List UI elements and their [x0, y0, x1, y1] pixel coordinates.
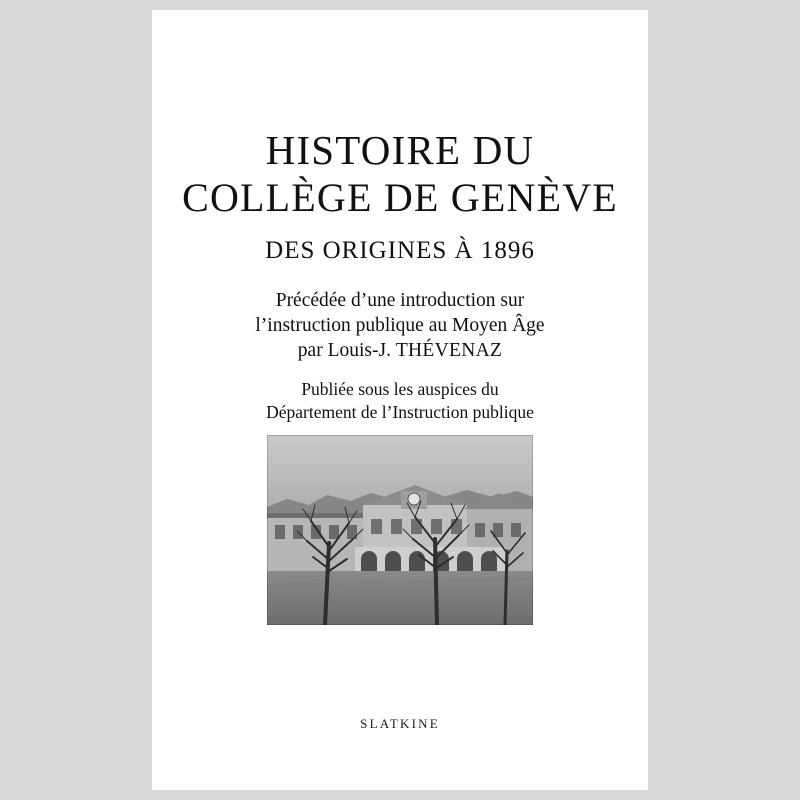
- credits-line-1: Précédée d’une introduction sur: [275, 290, 525, 311]
- auspices-line-1: Publiée sous les auspices du: [301, 379, 499, 399]
- book-cover-content: [152, 10, 648, 790]
- author-name: THÉVENAZ: [395, 340, 503, 361]
- page-title-line-1: HISTOIRE DU: [265, 127, 535, 173]
- title-block: [152, 125, 648, 265]
- author-prefix: par Louis-J.: [297, 340, 396, 361]
- auspices-line-2: Département de l’Instruction publique: [266, 402, 534, 422]
- publisher-name: SLATKINE: [360, 716, 440, 731]
- credits-line-2: l’instruction publique au Moyen Âge: [255, 315, 545, 336]
- auspices-block: [152, 378, 648, 424]
- author-line: [152, 338, 648, 363]
- page-subtitle: DES ORIGINES À 1896: [265, 237, 535, 264]
- credits-block: [152, 288, 648, 363]
- cover-photograph: [267, 435, 533, 625]
- page-title-line-2: COLLÈGE DE GENÈVE: [182, 175, 618, 220]
- book-cover: [152, 10, 648, 790]
